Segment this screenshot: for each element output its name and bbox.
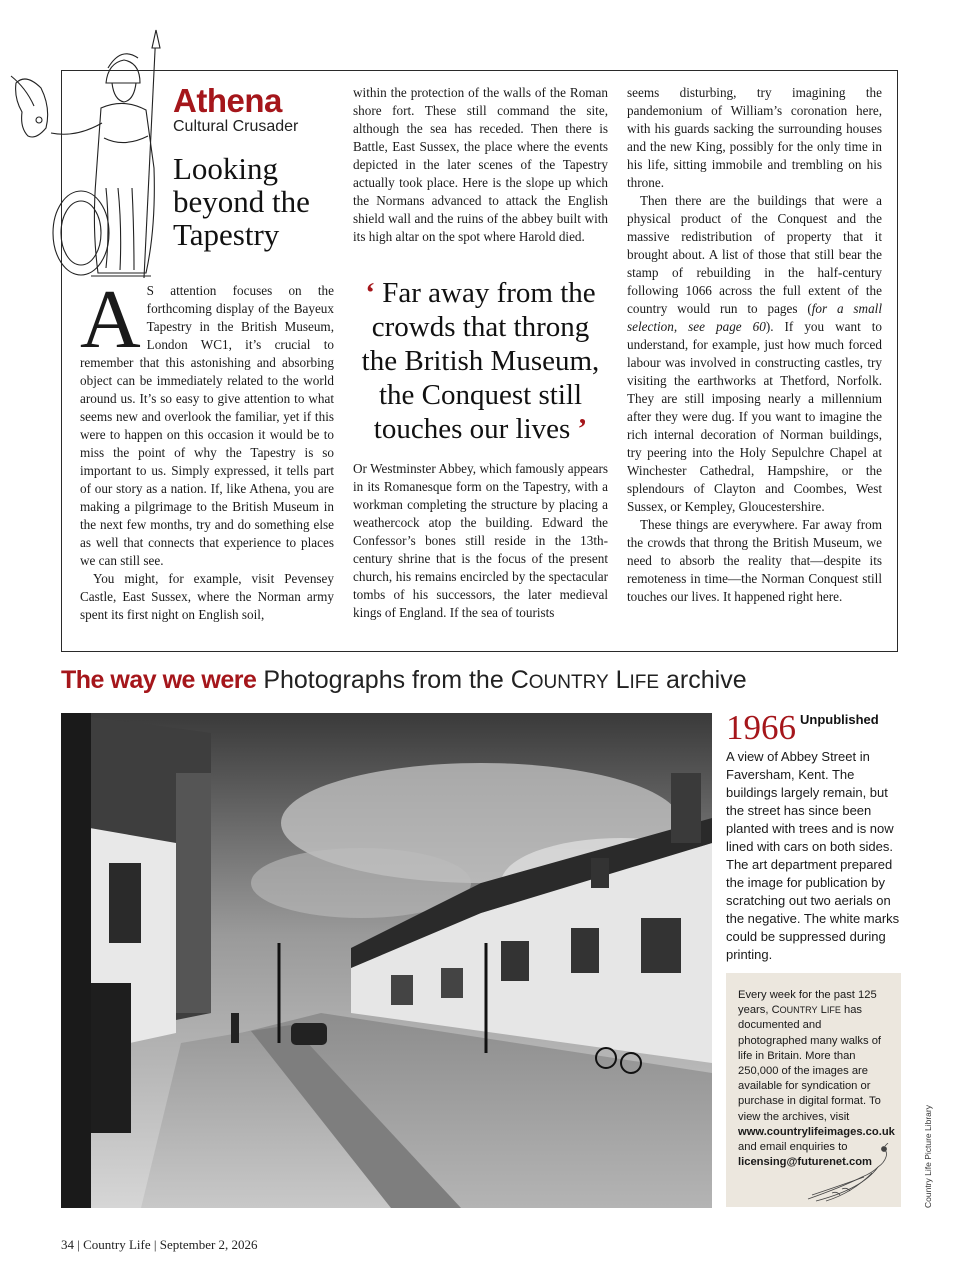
pull-quote <box>353 276 608 446</box>
photo-credit: Country Life Picture Library <box>923 1105 933 1208</box>
article-paragraph: Then there are the buildings that were a physical product of the Conquest and the massive redistribution of property that it brought about. A list of those that still bear the stamp of rebuilding in the half-century following 1066 across the full extent of the country would run to pages (for a small selection, see page 60). If you want to understand, for example, just how much forced labour was involved in constructing castles, try visiting the earthworks at Thetford, Norfolk. They are still imposing nearly a millennium after they were dug. If you want to imagine the rich internal decoration of Norman buildings, try peering into the Holy Sepulchre Chapel at Winchester Cathedral, Hampshire, or the splendours of Clayton and Coombes, West Sussex, or Kempley, Gloucestershire. <box>627 193 883 514</box>
article-paragraph: These things are everywhere. Far away from the crowds that throng the British Museum, we need to absorb the reality that—despite its remoteness in time—the Norman Conquest still touches our lives. It happened right here. <box>627 517 882 604</box>
archive-photograph <box>61 713 712 1208</box>
pull-quote-text: Far away from the crowds that throng the British Museum, the Conquest still touches our lives <box>361 277 600 445</box>
page-folio: 34 | Country Life | September 2, 2026 <box>61 1237 258 1252</box>
article-column-2-top <box>353 84 608 246</box>
archive-info-text: Every week for the past 125 years, COUNTRY LIFE has documented and photographed many walks of life in Britain. More than 250,000 of the images are available for syndication or purchase in digital format. To view the archives, visit www.countrylifeimages.co.uk and email enquiries to licensing@futurenet.com <box>738 989 895 1169</box>
archive-info-box <box>726 973 901 1207</box>
article-column-2-bottom <box>353 460 608 622</box>
archive-year: 1966 <box>726 708 796 747</box>
page-reference: for a small selection, see page 60 <box>627 301 883 334</box>
close-quote-mark: ’ <box>577 413 588 445</box>
article-paragraph: Or Westminster Abbey, which famously appears in its Romanesque form on the Tapestry, with a workman completing the structure by placing a weathercock atop the building. Edward the Confessor’s bones still reside in the 13th-century shrine that is the focus of the present church, his remains encircled by the spectacular tombs of his successors, the later medieval kings of England. If the sea of tourists <box>353 461 608 620</box>
archive-email-link[interactable]: licensing@futurenet.com <box>738 1156 872 1169</box>
article-paragraph: seems disturbing, try imagining the pandemonium of William’s coronation here, with his guards sacking the surrounding houses and the new King, possibly for the only time in his life, sitting immobile and trembling on his throne. <box>627 85 882 190</box>
article-paragraph: You might, for example, visit Pevensey Castle, East Sussex, where the Norman army spent its first night on English soil, <box>80 571 334 622</box>
column-brand-tagline: Cultural Crusader <box>173 118 299 135</box>
article-paragraph: within the protection of the walls of the Roman shore fort. These still command the site, although the sea has receded. Then there is Battle, East Sussex, the place where the events depicted in the later scenes of the Tapestry actually took place. Here is the slope up which the Normans advanced to attack the English shield wall and the ruins of the abbey built with its high altar on the spot where Harold died. <box>353 85 608 244</box>
athena-illustration <box>6 28 176 283</box>
column-brand-name: Athena <box>173 82 282 119</box>
article-headline: Looking beyond the Tapestry <box>173 151 310 252</box>
article-column-1 <box>80 273 334 624</box>
drop-cap: A <box>80 273 141 366</box>
open-quote-mark: ‘ <box>365 277 375 309</box>
article-paragraph: A S attention focuses on the forthcoming display of the Bayeux Tapestry in the British Museum, London WC1, it’s crucial to remember that this astonishing and absorbing object can be immediately related to the world around us. It’s so easy to give attention to what seems new and overlook the familiar, yet if this were to happen on this occasion it would be to miss the point of why the Tapestry is so important to us. Simply expressed, it tells part of our story as a nation. If, like Athena, you are making a pilgrimage to the British Museum in the next few months, try and do something else as well that connects that experience to places we can still see. <box>80 273 334 568</box>
column-masthead <box>173 84 343 251</box>
archive-status: Unpublished <box>800 712 879 727</box>
article-column-3 <box>627 84 882 606</box>
archive-url-link[interactable]: www.countrylifeimages.co.uk <box>738 1125 895 1138</box>
archive-section-heading: The way we were Photographs from the COUNTRY LIFE archive <box>61 666 747 694</box>
photo-caption: A view of Abbey Street in Faversham, Kent. The buildings largely remain, but the street has since been planted with trees and is now lined with cars on both sides. The art department prepared the image for publication by scratching out two aerials on the negative. The white marks could be suppressed during printing. <box>726 749 900 962</box>
archive-year-line <box>726 708 879 748</box>
